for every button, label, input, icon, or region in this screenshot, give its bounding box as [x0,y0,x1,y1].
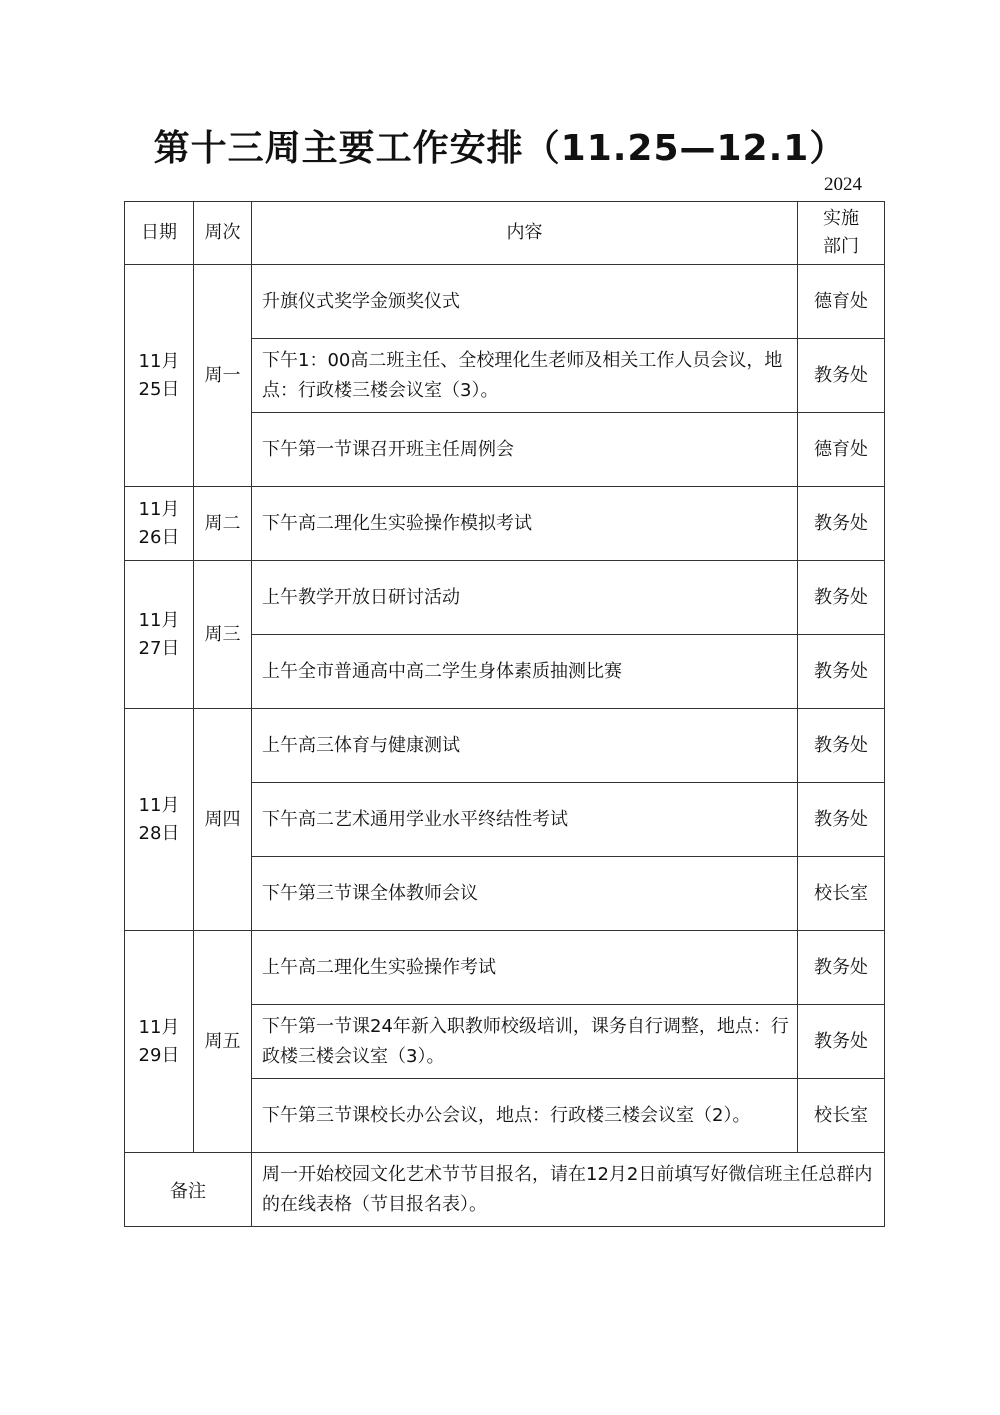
week-cell-tue: 周二 [194,487,252,561]
header-dept [798,202,885,265]
date-cell-mon [125,265,194,487]
header-content: 内容 [252,202,798,265]
dept-cell: 教务处 [798,635,885,709]
year-label: 2024 [824,174,862,195]
dept-cell: 教务处 [798,487,885,561]
date-day: 25日 [138,378,180,400]
content-cell: 上午全市普通高中高二学生身体素质抽测比赛 [252,635,798,709]
content-cell: 下午第三节课全体教师会议 [252,857,798,931]
date-day: 26日 [138,526,180,548]
date-cell-wed [125,561,194,709]
header-dept-line2: 部门 [823,236,859,257]
date-day: 28日 [138,822,180,844]
header-week: 周次 [194,202,252,265]
note-row [125,1153,885,1227]
content-cell: 下午1：00高二班主任、全校理化生老师及相关工作人员会议，地点：行政楼三楼会议室（3）。 [252,339,798,413]
header-dept-line1: 实施 [823,208,859,229]
content-cell: 下午第一节课召开班主任周例会 [252,413,798,487]
note-label: 备注 [125,1153,252,1227]
dept-cell: 教务处 [798,339,885,413]
week-cell-fri: 周五 [194,931,252,1153]
table-row [125,561,885,635]
dept-cell: 教务处 [798,1005,885,1079]
table-row [125,931,885,1005]
date-month: 11月 [138,794,180,816]
dept-cell: 教务处 [798,709,885,783]
page-title: 第十三周主要工作安排（11.25—12.1） [153,128,847,169]
date-month: 11月 [138,609,180,631]
content-cell: 上午教学开放日研讨活动 [252,561,798,635]
content-cell: 升旗仪式奖学金颁奖仪式 [252,265,798,339]
header-row [125,202,885,265]
content-cell: 下午第三节课校长办公会议，地点：行政楼三楼会议室（2）。 [252,1079,798,1153]
table-row [125,487,885,561]
header-date: 日期 [125,202,194,265]
week-cell-thu: 周四 [194,709,252,931]
table-row [125,709,885,783]
table-row [125,265,885,339]
content-cell: 下午高二艺术通用学业水平终结性考试 [252,783,798,857]
content-cell: 下午高二理化生实验操作模拟考试 [252,487,798,561]
dept-cell: 德育处 [798,265,885,339]
date-month: 11月 [138,350,180,372]
content-cell: 上午高二理化生实验操作考试 [252,931,798,1005]
dept-cell: 德育处 [798,413,885,487]
dept-cell: 校长室 [798,857,885,931]
date-cell-fri [125,931,194,1153]
dept-cell: 教务处 [798,561,885,635]
date-day: 29日 [138,1044,180,1066]
schedule-table [124,201,885,1227]
date-cell-tue [125,487,194,561]
date-month: 11月 [138,498,180,520]
note-content: 周一开始校园文化艺术节节目报名，请在12月2日前填写好微信班主任总群内的在线表格（节目报名表）。 [252,1153,885,1227]
content-cell: 上午高三体育与健康测试 [252,709,798,783]
week-cell-mon: 周一 [194,265,252,487]
date-cell-thu [125,709,194,931]
dept-cell: 教务处 [798,931,885,1005]
dept-cell: 校长室 [798,1079,885,1153]
date-month: 11月 [138,1016,180,1038]
week-cell-wed: 周三 [194,561,252,709]
date-day: 27日 [138,637,180,659]
content-cell: 下午第一节课24年新入职教师校级培训，课务自行调整，地点：行政楼三楼会议室（3）。 [252,1005,798,1079]
dept-cell: 教务处 [798,783,885,857]
